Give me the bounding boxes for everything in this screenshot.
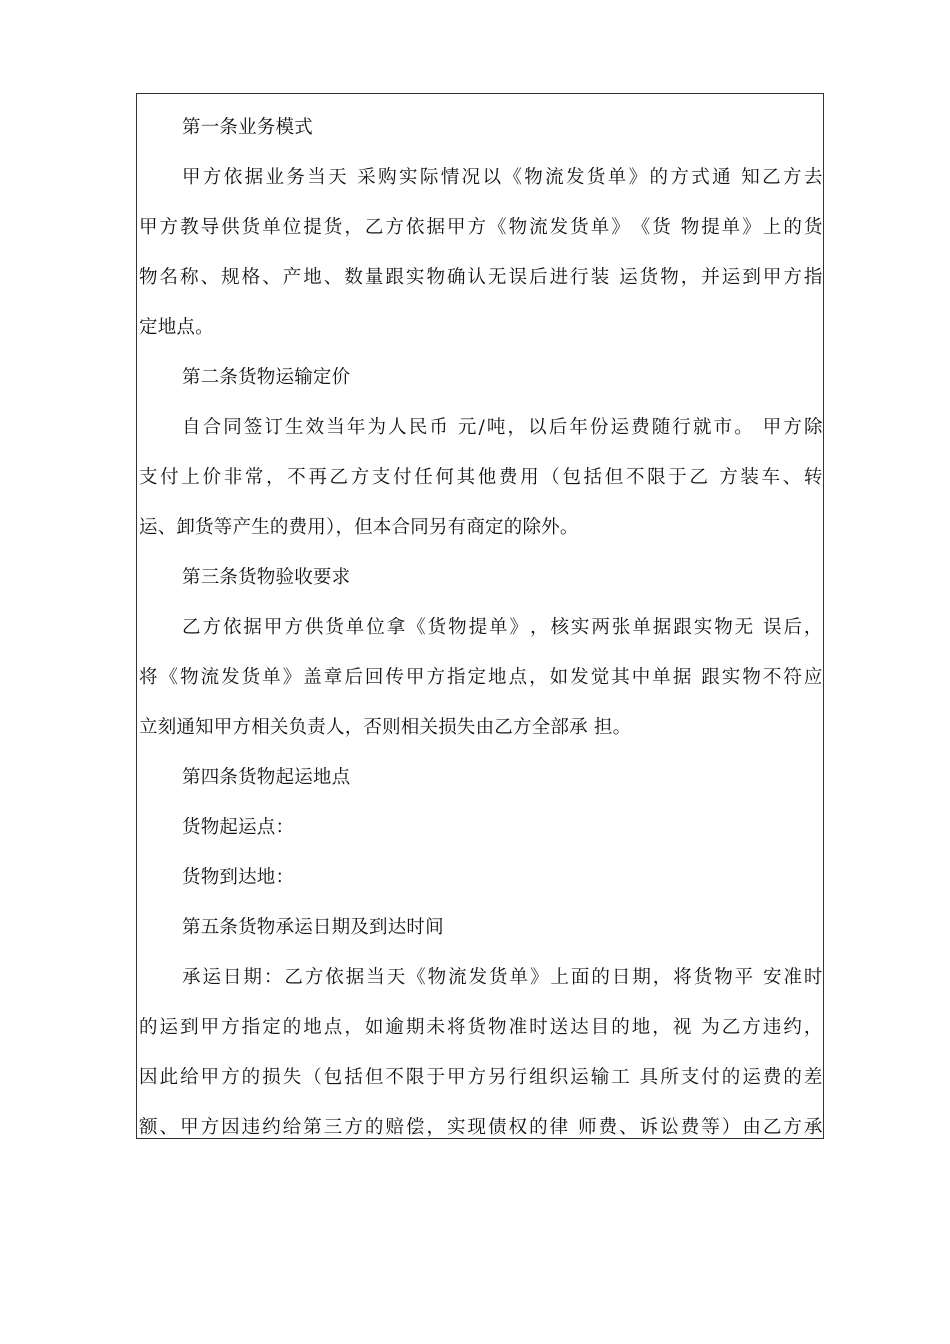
text-line: 定地点。 bbox=[139, 317, 214, 338]
text-line: 第二条货物运输定价 bbox=[182, 367, 351, 388]
text-line: 额 、 甲 方 因 违 约 给 第 三 方 的 赔 偿 ， 实 现 债 权 的 律 师 费 、 诉 讼 费 等 ） 由 乙 方 承 bbox=[139, 1117, 823, 1138]
text-line: 乙 方 依 据 甲 方 供 货 单 位 拿 《 货 物 提 单 》 ， 核 实 两 张 单 据 跟 实 物 无 误 后 ， bbox=[182, 617, 823, 638]
text-line: 运、卸货等产生的费用），但本合同另有商定的除外。 bbox=[139, 517, 579, 538]
text-line: 物 名 称 、 规 格 、 产 地 、 数 量 跟 实 物 确 认 无 误 后 进 行 装 运 货 物 ， 并 运 到 甲 方 指 bbox=[139, 267, 823, 288]
text-line: 第五条货物承运日期及到达时间 bbox=[182, 917, 444, 938]
text-line: 甲 方 依 据 业 务 当 天 采 购 实 际 情 况 以 《 物 流 发 货 单 》 的 方 式 通 知 乙 方 去 bbox=[182, 167, 823, 188]
text-line: 第三条货物验收要求 bbox=[182, 567, 351, 588]
text-line: 将 《 物 流 发 货 单 》 盖 章 后 回 传 甲 方 指 定 地 点 ， 如 发 觉 其 中 单 据 跟 实 物 不 符 应 bbox=[139, 667, 823, 688]
text-line: 立刻通知甲方相关负责人，否则相关损失由乙方全部承 担。 bbox=[139, 717, 632, 738]
text-line: 甲 方 教 导 供 货 单 位 提 货 ， 乙 方 依 据 甲 方 《 物 流 发 货 单 》 《 货 物 提 单 》 上 的 货 bbox=[139, 217, 823, 238]
text-line: 承 运 日 期 ： 乙 方 依 据 当 天 《 物 流 发 货 单 》 上 面 的 日 期 ， 将 货 物 平 安 准 时 bbox=[182, 967, 823, 988]
text-line: 的 运 到 甲 方 指 定 的 地 点 ， 如 逾 期 未 将 货 物 准 时 送 达 目 的 地 ， 视 为 乙 方 违 约 ， bbox=[139, 1017, 823, 1038]
text-line: 第一条业务模式 bbox=[182, 117, 313, 138]
contract-frame bbox=[136, 93, 824, 1139]
text-line: 货物起运点： bbox=[182, 817, 295, 838]
text-line: 第四条货物起运地点 bbox=[182, 767, 351, 788]
text-line: 货物到达地： bbox=[182, 867, 295, 888]
text-line: 支 付 上 价 非 常 ， 不 再 乙 方 支 付 任 何 其 他 费 用 （ 包 括 但 不 限 于 乙 方 装 车 、 转 bbox=[139, 467, 823, 488]
contract-body bbox=[139, 108, 823, 1139]
text-line: 因 此 给 甲 方 的 损 失 （ 包 括 但 不 限 于 甲 方 另 行 组 织 运 输 工 具 所 支 付 的 运 费 的 差 bbox=[139, 1067, 823, 1088]
text-line: 自 合 同 签 订 生 效 当 年 为 人 民 币 元 / 吨 ， 以 后 年 份 运 费 随 行 就 市 。 甲 方 除 bbox=[182, 417, 823, 438]
